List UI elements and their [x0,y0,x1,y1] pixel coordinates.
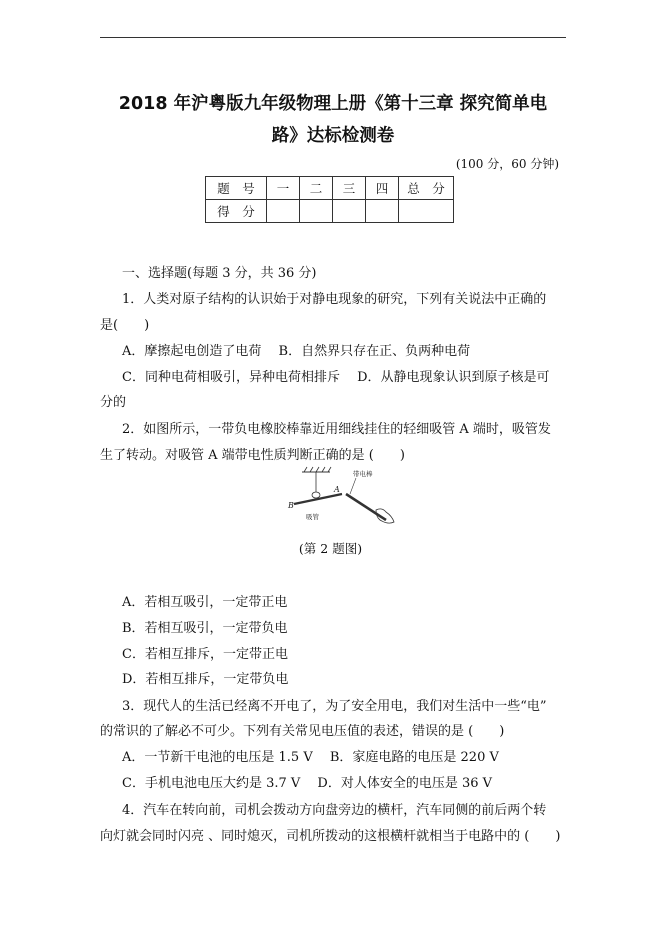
q2-option-b: B．若相互吸引，一定带负电 [122,621,288,636]
q2-option-a: A．若相互吸引，一定带正电 [122,595,288,610]
charged-rod [346,494,386,520]
score-cell: 题 号 [206,177,267,200]
q4-stem: 4．汽车在转向前，司机会拨动方向盘旁边的横杆，汽车同侧的前后两个转 [122,803,547,818]
label-straw: 吸管 [306,513,319,521]
q1-stem: 1．人类对原子结构的认识始于对静电现象的研究，下列有关说法中正确的 [122,292,547,307]
page-title-line1: 2018 年沪粤版九年级物理上册《第十三章 探究简单电 [118,94,548,114]
q1-stem-cont: 是( ) [100,318,150,333]
ceiling-support [302,467,331,472]
score-cell: 总 分 [399,177,454,200]
label-a: A [334,485,340,494]
score-cell [366,200,399,223]
score-cell [333,200,366,223]
q2-stem: 2．如图所示，一带负电橡胶棒靠近用细线挂住的轻细吸管 A 端时，吸管发 [122,422,551,437]
q3-options-cd: C．手机电池电压大约是 3.7 V D．对人体安全的电压是 36 V [122,776,493,791]
score-cell [300,200,333,223]
q3-options-ab: A．一节新干电池的电压是 1.5 V B．家庭电路的电压是 220 V [122,750,499,765]
q2-option-d: D．若相互排斥，一定带负电 [122,672,289,687]
q3-stem-cont: 的常识的了解必不可少。下列有关常见电压值的表述，错误的是 ( ) [100,724,505,739]
section-heading: 一、选择题(每题 3 分，共 36 分) [122,266,317,281]
score-cell: 一 [267,177,300,200]
straw [294,494,342,504]
score-table [205,176,454,223]
q2-figure [280,464,400,526]
q1-options-cd-cont: 分的 [100,395,127,410]
label-b: B [288,501,294,510]
q1-options-cd: C．同种电荷相吸引，异种电荷相排斥 D．从静电现象认识到原子核是可 [122,370,550,385]
page-title-line2: 路》达标检测卷 [271,126,395,146]
score-cell [399,200,454,223]
score-table-value-row [206,200,454,223]
label-charged-rod: 带电棒 [353,470,373,478]
score-cell: 三 [333,177,366,200]
figure-caption: (第 2 题图) [298,541,363,556]
label-leader [350,478,356,494]
q4-stem-cont: 向灯就会同时闪亮 、同时熄灭，司机所拨动的这根横杆就相当于电路中的 ( ) [100,829,561,844]
score-cell: 四 [366,177,399,200]
thread-loop [312,492,320,498]
score-cell [267,200,300,223]
q2-stem-cont: 生了转动。对吸管 A 端带电性质判断正确的是 ( ) [100,448,405,463]
header-rule [100,37,566,38]
score-table-header-row [206,177,454,200]
score-cell: 二 [300,177,333,200]
q2-option-c: C．若相互排斥，一定带正电 [122,647,288,662]
q3-stem: 3．现代人的生活已经离不开电了，为了安全用电，我们对生活中一些“电” [122,699,547,714]
score-time-info: (100 分，60 分钟) [455,157,559,171]
q1-options-ab: A．摩擦起电创造了电荷 B．自然界只存在正、负两种电荷 [122,344,471,359]
score-cell: 得 分 [206,200,267,223]
